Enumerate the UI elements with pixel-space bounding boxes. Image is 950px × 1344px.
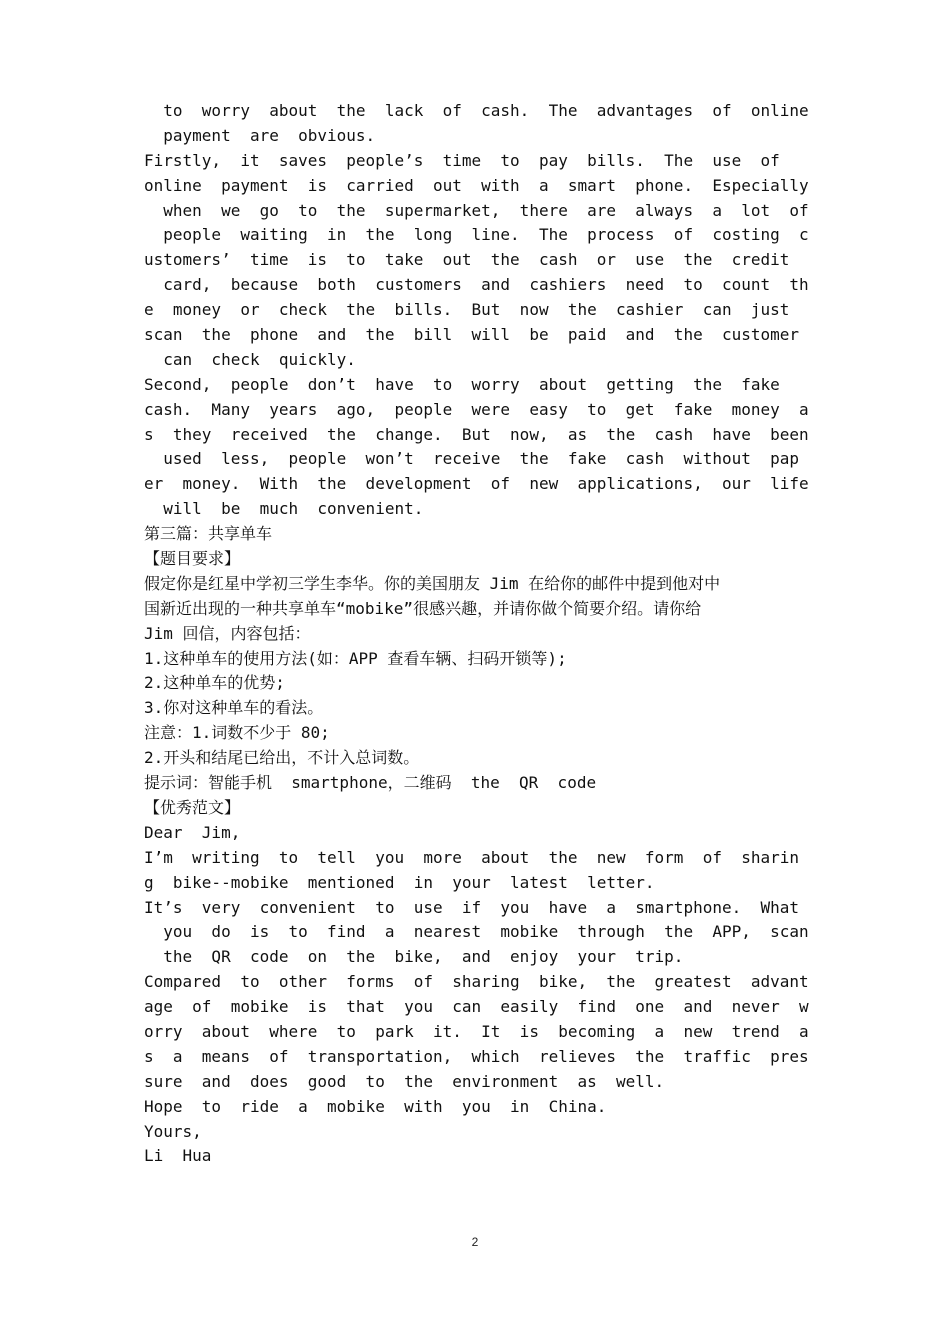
text-line: Hope to ride a mobike with you in China. — [144, 1096, 607, 1116]
list-item: 3.你对这种单车的看法。 — [144, 698, 324, 718]
letter-closing: Yours, — [144, 1121, 202, 1141]
text-line: Compared to other forms of sharing bike, the greatest advant — [144, 972, 809, 992]
text-line: 国新近出现的一种共享单车“mobike”很感兴趣，并请你做个简要介绍。请你给 — [144, 598, 702, 618]
text-line: age of mobike is that you can easily find one and never w — [144, 997, 809, 1017]
text-line: er money. With the development of new applications, our life — [144, 474, 809, 494]
list-item: 2.这种单车的优势; — [144, 673, 285, 693]
text-line: to worry about the lack of cash. The advantages of online — [144, 101, 809, 120]
text-line: Firstly, it saves people’s time to pay bills. The use of — [144, 150, 780, 170]
text-line: people waiting in the long line. The process of costing c — [144, 225, 809, 245]
text-line: Second, people don’t have to worry about getting the fake — [144, 374, 780, 394]
section-heading: 第三篇：共享单车 — [144, 524, 273, 544]
note-line: 注意：1.词数不少于 80; — [144, 723, 330, 743]
subsection-heading: 【题目要求】 — [144, 549, 241, 569]
text-line: you do is to find a nearest mobike through the APP, scan — [144, 922, 809, 942]
text-line: cash. Many years ago, people were easy to get fake money a — [144, 399, 809, 419]
text-line: Jim 回信，内容包括： — [144, 623, 311, 643]
text-line: scan the phone and the bill will be paid and the customer — [144, 325, 800, 345]
text-line: I’m writing to tell you more about the new form of sharin — [144, 847, 800, 867]
text-line: payment are obvious. — [144, 125, 376, 145]
text-line: It’s very convenient to use if you have a smartphone. What — [144, 897, 800, 917]
document-body — [144, 99, 809, 1169]
text-line: will be much convenient. — [144, 499, 424, 519]
subsection-heading: 【优秀范文】 — [144, 797, 241, 817]
text-line: when we go to the supermarket, there are always a lot of — [144, 200, 809, 220]
hint-line: 提示词：智能手机 smartphone，二维码 the QR code — [144, 773, 597, 793]
text-line: s they received the change. But now, as the cash have been — [144, 424, 809, 444]
text-line: g bike--mobike mentioned in your latest letter. — [144, 872, 655, 892]
letter-signature: Li Hua — [144, 1146, 212, 1166]
text-line: sure and does good to the environment as well. — [144, 1071, 665, 1091]
text-line: online payment is carried out with a smart phone. Especially — [144, 175, 809, 195]
text-line: the QR code on the bike, and enjoy your trip. — [144, 947, 684, 967]
text-line: orry about where to park it. It is becoming a new trend a — [144, 1021, 809, 1041]
text-line: 假定你是红星中学初三学生李华。你的美国朋友 Jim 在给你的邮件中提到他对中 — [144, 573, 721, 593]
letter-greeting: Dear Jim, — [144, 822, 241, 842]
text-line: can check quickly. — [144, 349, 356, 369]
text-line: e money or check the bills. But now the cashier can just — [144, 300, 790, 320]
list-item: 1.这种单车的使用方法(如：APP 查看车辆、扫码开锁等); — [144, 648, 567, 668]
note-line: 2.开头和结尾已给出，不计入总词数。 — [144, 748, 420, 768]
text-line: ustomers’ time is to take out the cash or use the credit — [144, 250, 790, 270]
text-line: card, because both customers and cashiers need to count th — [144, 275, 809, 295]
text-line: used less, people won’t receive the fake cash without pap — [144, 449, 800, 469]
text-line: s a means of transportation, which relieves the traffic pres — [144, 1046, 809, 1066]
page-number: 2 — [471, 1235, 479, 1249]
